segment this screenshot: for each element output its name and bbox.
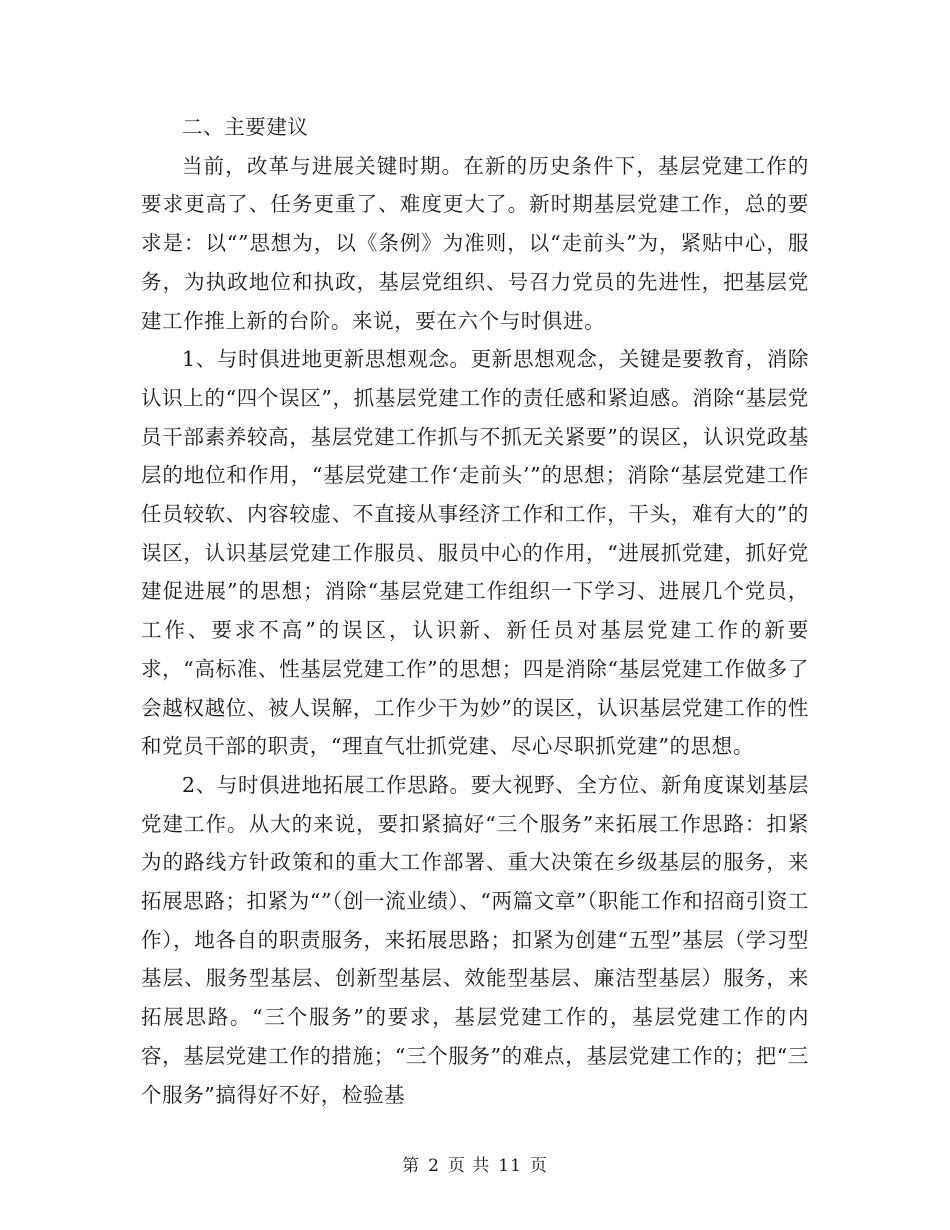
footer-middle: 页 共 [447, 1156, 491, 1176]
page-body [141, 108, 809, 1114]
footer-total-pages: 11 [498, 1156, 522, 1176]
paragraph-intro: 当前，改革与进展关键时期。在新的历史条件下，基层党建工作的要求更高了、任务更重了、难度更大了。新时期基层党建工作，总的要求是：以“”思想为，以《条例》为准则，以“走前头”为，紧贴中心，服务，为执政地位和执政，基层党组织、号召力党员的先进性，把基层党建工作推上新的台阶。来说，要在六个与时俱进。 [141, 153, 809, 333]
section-heading: 二、主要建议 [182, 115, 309, 139]
footer-suffix: 页 [529, 1156, 548, 1176]
paragraph-point-1: 1、与时俱进地更新思想观念。更新思想观念，关键是要教育，消除认识上的“四个误区”，抓基层党建工作的责任感和紧迫感。消除“基层党员干部素养较高，基层党建工作抓与不抓无关紧要”的误区，认识党政基层的地位和作用，“基层党建工作‘走前头’”的思想；消除“基层党建工作任员较软、内容较虚、不直接从事经济工作和工作，干头，难有大的”的误区，认识基层党建工作服员、服员中心的作用，“进展抓党建，抓好党建促进展”的思想；消除“基层党建工作组织一下学习、进展几个党员，工作、要求不高”的误区，认识新、新任员对基层党建工作的新要求，“高标准、性基层党建工作”的思想；四是消除“基层党建工作做多了会越权越位、被人误解，工作少干为妙”的误区，认识基层党建工作的性和党员干部的职责，“理直气壮抓党建、尽心尽职抓党建”的思想。 [141, 347, 809, 759]
footer-prefix: 第 [402, 1156, 421, 1176]
footer-current-page: 2 [428, 1156, 440, 1176]
paragraph-point-2: 2、与时俱进地拓展工作思路。要大视野、全方位、新角度谋划基层党建工作。从大的来说，要扣紧搞好“三个服务”来拓展工作思路：扣紧为的路线方针政策和的重大工作部署、重大决策在乡级基层的服务，来拓展思路；扣紧为“”（创一流业绩）、“两篇文章”（职能工作和招商引资工作），地各自的职责服务，来拓展思路；扣紧为创建“五型”基层（学习型基层、服务型基层、创新型基层、效能型基层、廉洁型基层）服务，来拓展思路。“三个服务”的要求，基层党建工作的，基层党建工作的内容，基层党建工作的措施；“三个服务”的难点，基层党建工作的；把“三个服务”搞得好不好，检验基 [141, 772, 809, 1107]
page-footer [0, 1151, 950, 1176]
